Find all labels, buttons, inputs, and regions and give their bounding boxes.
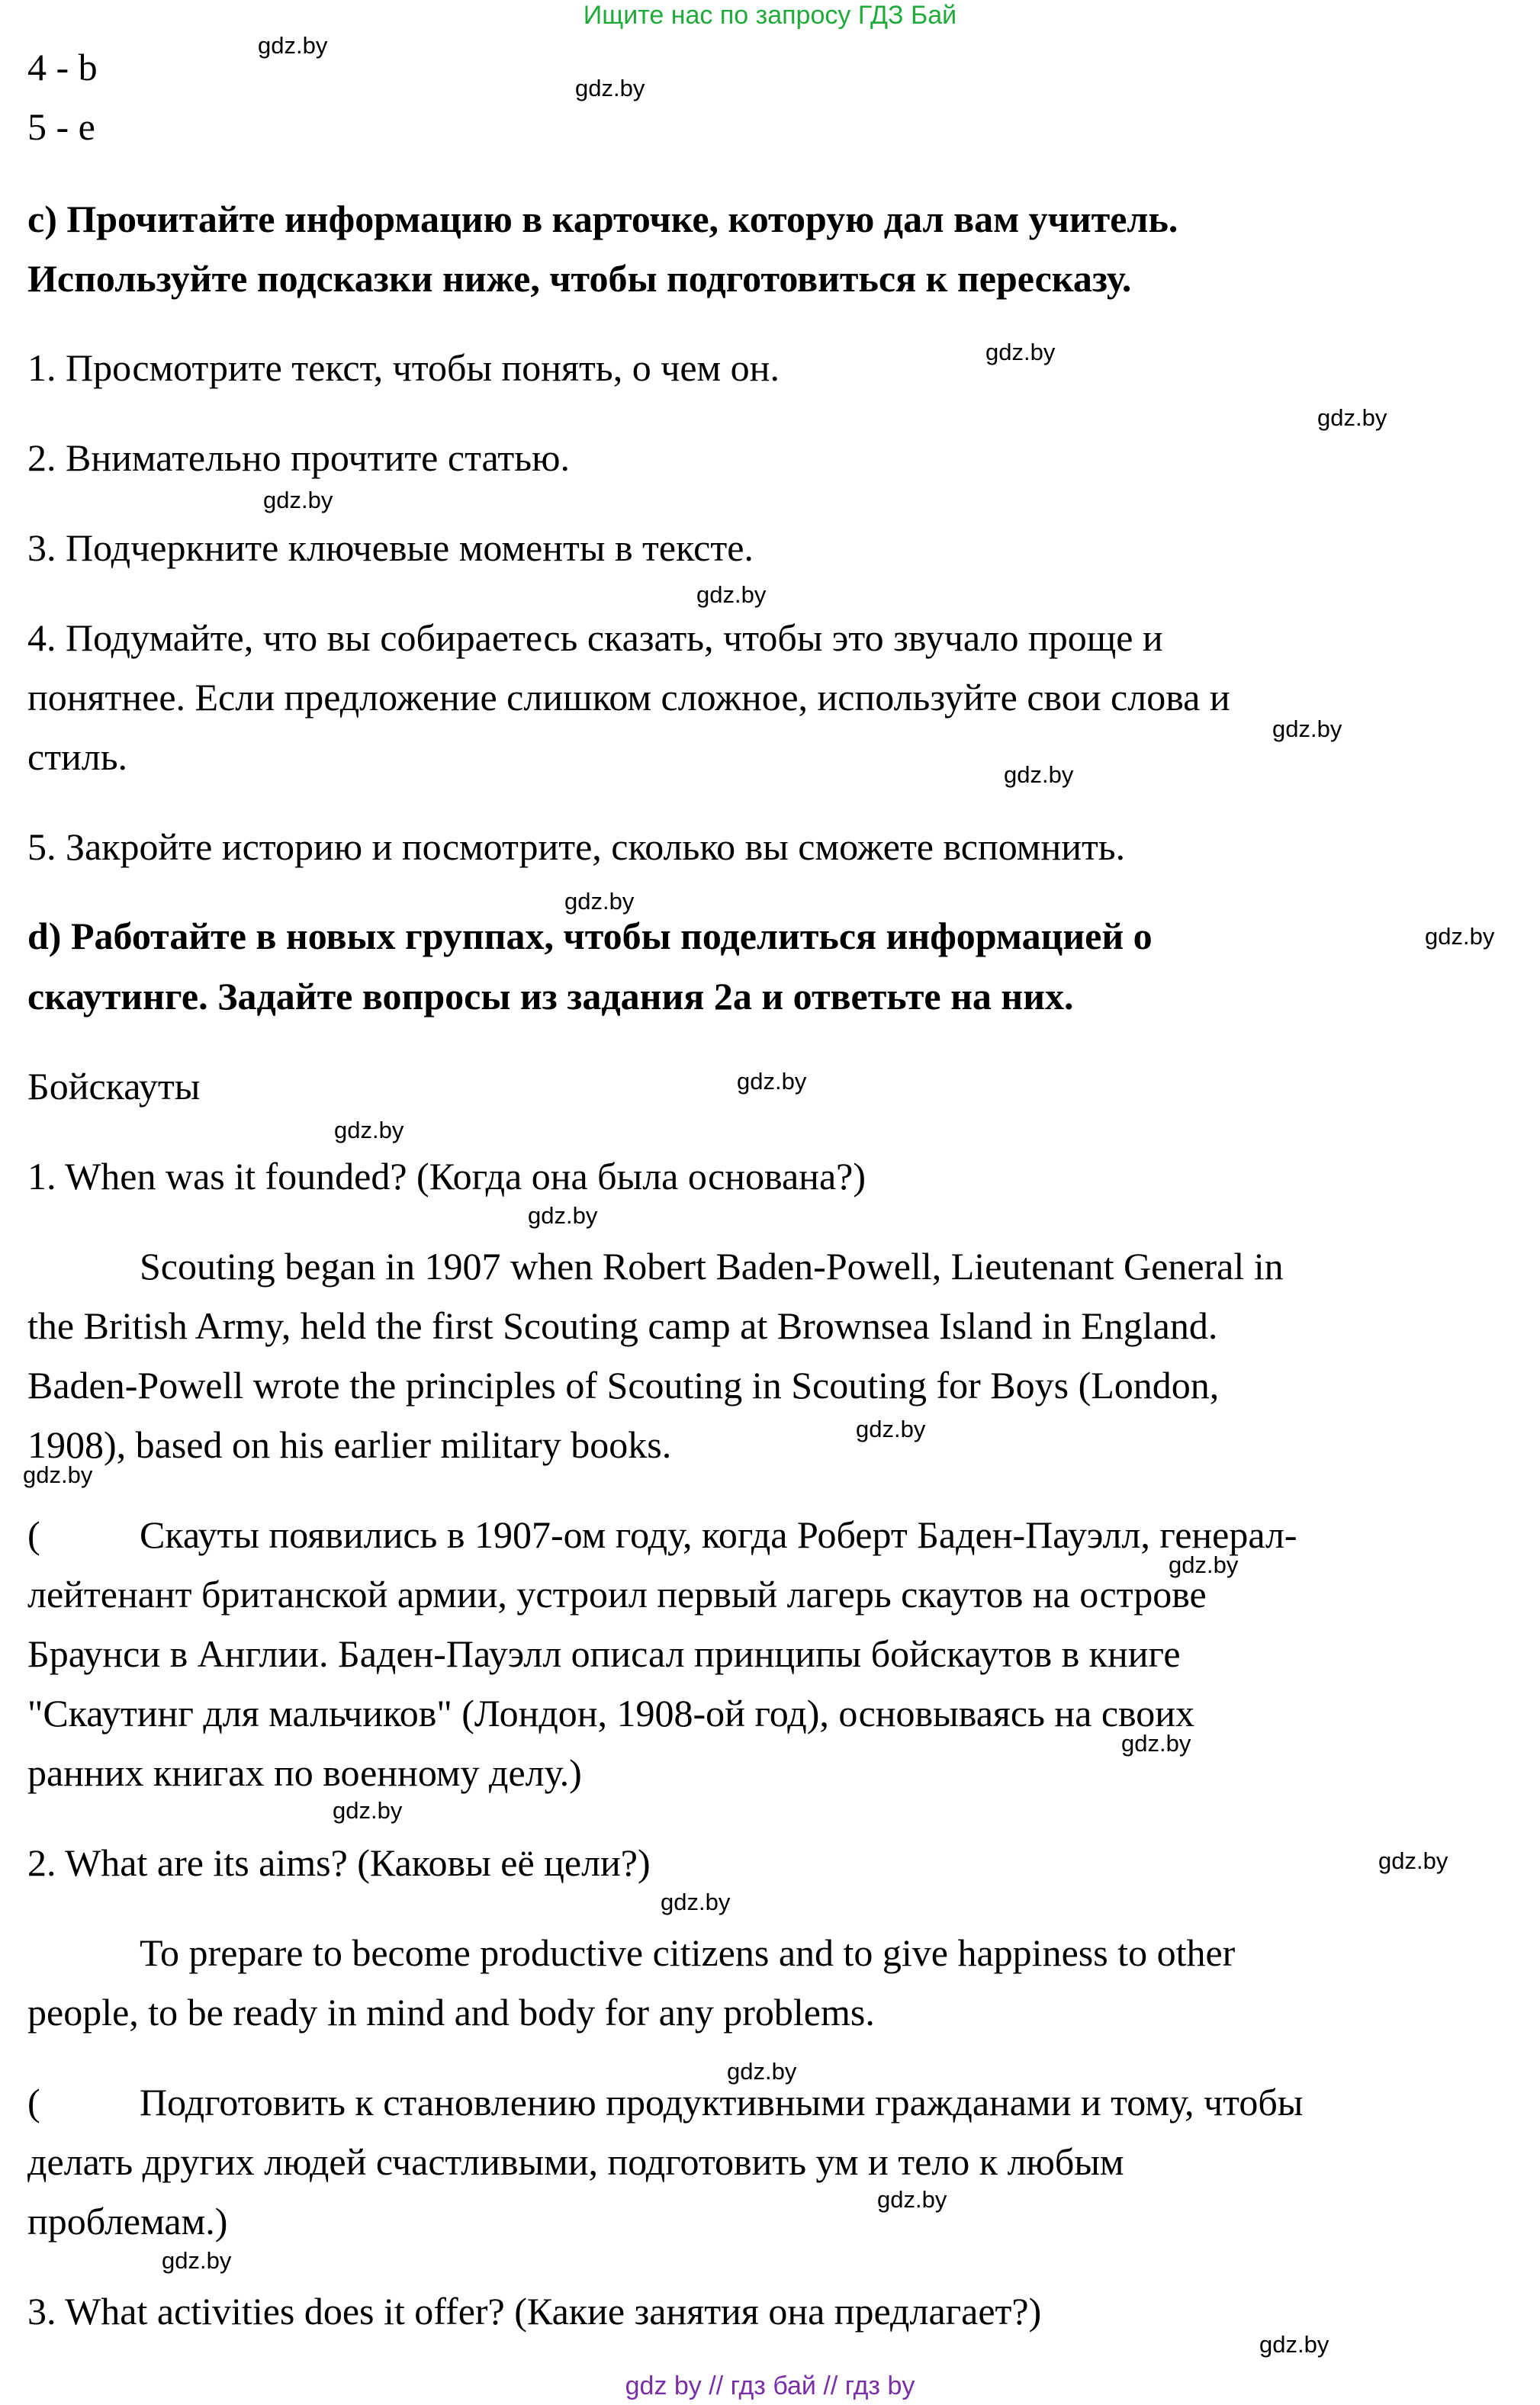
watermark: gdz.by	[696, 581, 767, 608]
question-1: 1. When was it founded? (Когда она была основана?)	[27, 1155, 866, 1198]
watermark: gdz.by	[334, 1117, 404, 1143]
q1-ru-line5: ранних книгах по военному делу.)	[27, 1751, 582, 1794]
watermark: gdz.by	[258, 32, 328, 59]
step-1: 1. Просмотрите текст, чтобы понять, о чем он.	[27, 346, 780, 389]
watermark: gdz.by	[727, 2058, 797, 2085]
watermark: gdz.by	[1121, 1730, 1191, 1757]
step-5: 5. Закройте историю и посмотрите, сколько вы сможете вспомнить.	[27, 825, 1126, 868]
step-2: 2. Внимательно прочтите статью.	[27, 436, 570, 479]
task-d-heading-line2: скаутинге. Задайте вопросы из задания 2a и ответьте на них.	[27, 975, 1074, 1018]
q1-ru-line1: Скауты появились в 1907-ом году, когда Роберт Баден-Пауэлл, генерал-	[140, 1513, 1297, 1556]
watermark: gdz.by	[856, 1416, 926, 1442]
task-c-heading-line2: Используйте подсказки ниже, чтобы подготовиться к пересказу.	[27, 257, 1132, 300]
q1-en-line4: 1908), based on his earlier military books.	[27, 1423, 672, 1466]
watermark: gdz.by	[985, 339, 1056, 365]
watermark: gdz.by	[1378, 1847, 1448, 1874]
watermark: gdz.by	[263, 487, 333, 513]
answer-4: 4 - b	[27, 46, 98, 88]
q2-ru-open-paren: (	[27, 2081, 40, 2124]
question-3: 3. What activities does it offer? (Какие занятия она предлагает?)	[27, 2290, 1042, 2333]
q2-ru-line3: проблемам.)	[27, 2200, 228, 2243]
watermark: gdz.by	[23, 1461, 93, 1488]
q1-ru-line3: Браунси в Англии. Баден-Пауэлл описал принципы бойскаутов в книге	[27, 1632, 1181, 1675]
task-c-heading-line1: c) Прочитайте информацию в карточке, которую дал вам учитель.	[27, 198, 1178, 240]
watermark: gdz.by	[1169, 1551, 1239, 1578]
watermark: gdz.by	[575, 75, 645, 101]
step-3: 3. Подчеркните ключевые моменты в тексте.	[27, 526, 754, 569]
watermark: gdz.by	[162, 2247, 232, 2274]
section-title: Бойскауты	[27, 1065, 201, 1108]
answer-5: 5 - e	[27, 105, 95, 148]
watermark: gdz.by	[333, 1797, 403, 1824]
step-4-line3: стиль.	[27, 735, 128, 778]
q1-ru-open-paren: (	[27, 1513, 40, 1556]
watermark: gdz.by	[1425, 923, 1495, 950]
watermark: gdz.by	[1272, 715, 1342, 742]
watermark: gdz.by	[1317, 404, 1387, 431]
q2-ru-line2: делать других людей счастливыми, подготовить ум и тело к любым	[27, 2140, 1124, 2183]
watermark: gdz.by	[661, 1889, 731, 1915]
step-4-line1: 4. Подумайте, что вы собираетесь сказать, чтобы это звучало проще и	[27, 616, 1163, 659]
watermark: gdz.by	[1259, 2331, 1329, 2358]
q1-en-line3: Baden-Powell wrote the principles of Scouting in Scouting for Boys (London,	[27, 1364, 1220, 1407]
q1-ru-line4: "Скаутинг для мальчиков" (Лондон, 1908-ой год), основываясь на своих	[27, 1692, 1195, 1735]
q1-en-line1: Scouting began in 1907 when Robert Baden-Powell, Lieutenant General in	[140, 1245, 1284, 1288]
watermark: gdz.by	[1004, 761, 1074, 788]
q2-ru-line1: Подготовить к становлению продуктивными гражданами и тому, чтобы	[140, 2081, 1304, 2124]
question-2: 2. What are its aims? (Каковы её цели?)	[27, 1841, 651, 1884]
watermark: gdz.by	[877, 2186, 947, 2213]
bottom-banner: gdz by // гдз бай // гдз by	[625, 2371, 915, 2400]
q1-en-line2: the British Army, held the first Scouting camp at Brownsea Island in England.	[27, 1304, 1218, 1347]
q2-en-line2: people, to be ready in mind and body for any problems.	[27, 1991, 875, 2034]
q2-en-line1: To prepare to become productive citizens and to give happiness to other	[140, 1931, 1236, 1974]
q1-ru-line2: лейтенант британской армии, устроил первый лагерь скаутов на острове	[27, 1573, 1207, 1616]
top-banner: Ищите нас по запросу ГДЗ Бай	[583, 1, 957, 30]
watermark: gdz.by	[737, 1068, 807, 1095]
watermark: gdz.by	[528, 1202, 598, 1229]
task-d-heading-line1: d) Работайте в новых группах, чтобы поделиться информацией о	[27, 915, 1153, 957]
step-4-line2: понятнее. Если предложение слишком сложное, используйте свои слова и	[27, 676, 1230, 719]
watermark: gdz.by	[564, 888, 635, 915]
